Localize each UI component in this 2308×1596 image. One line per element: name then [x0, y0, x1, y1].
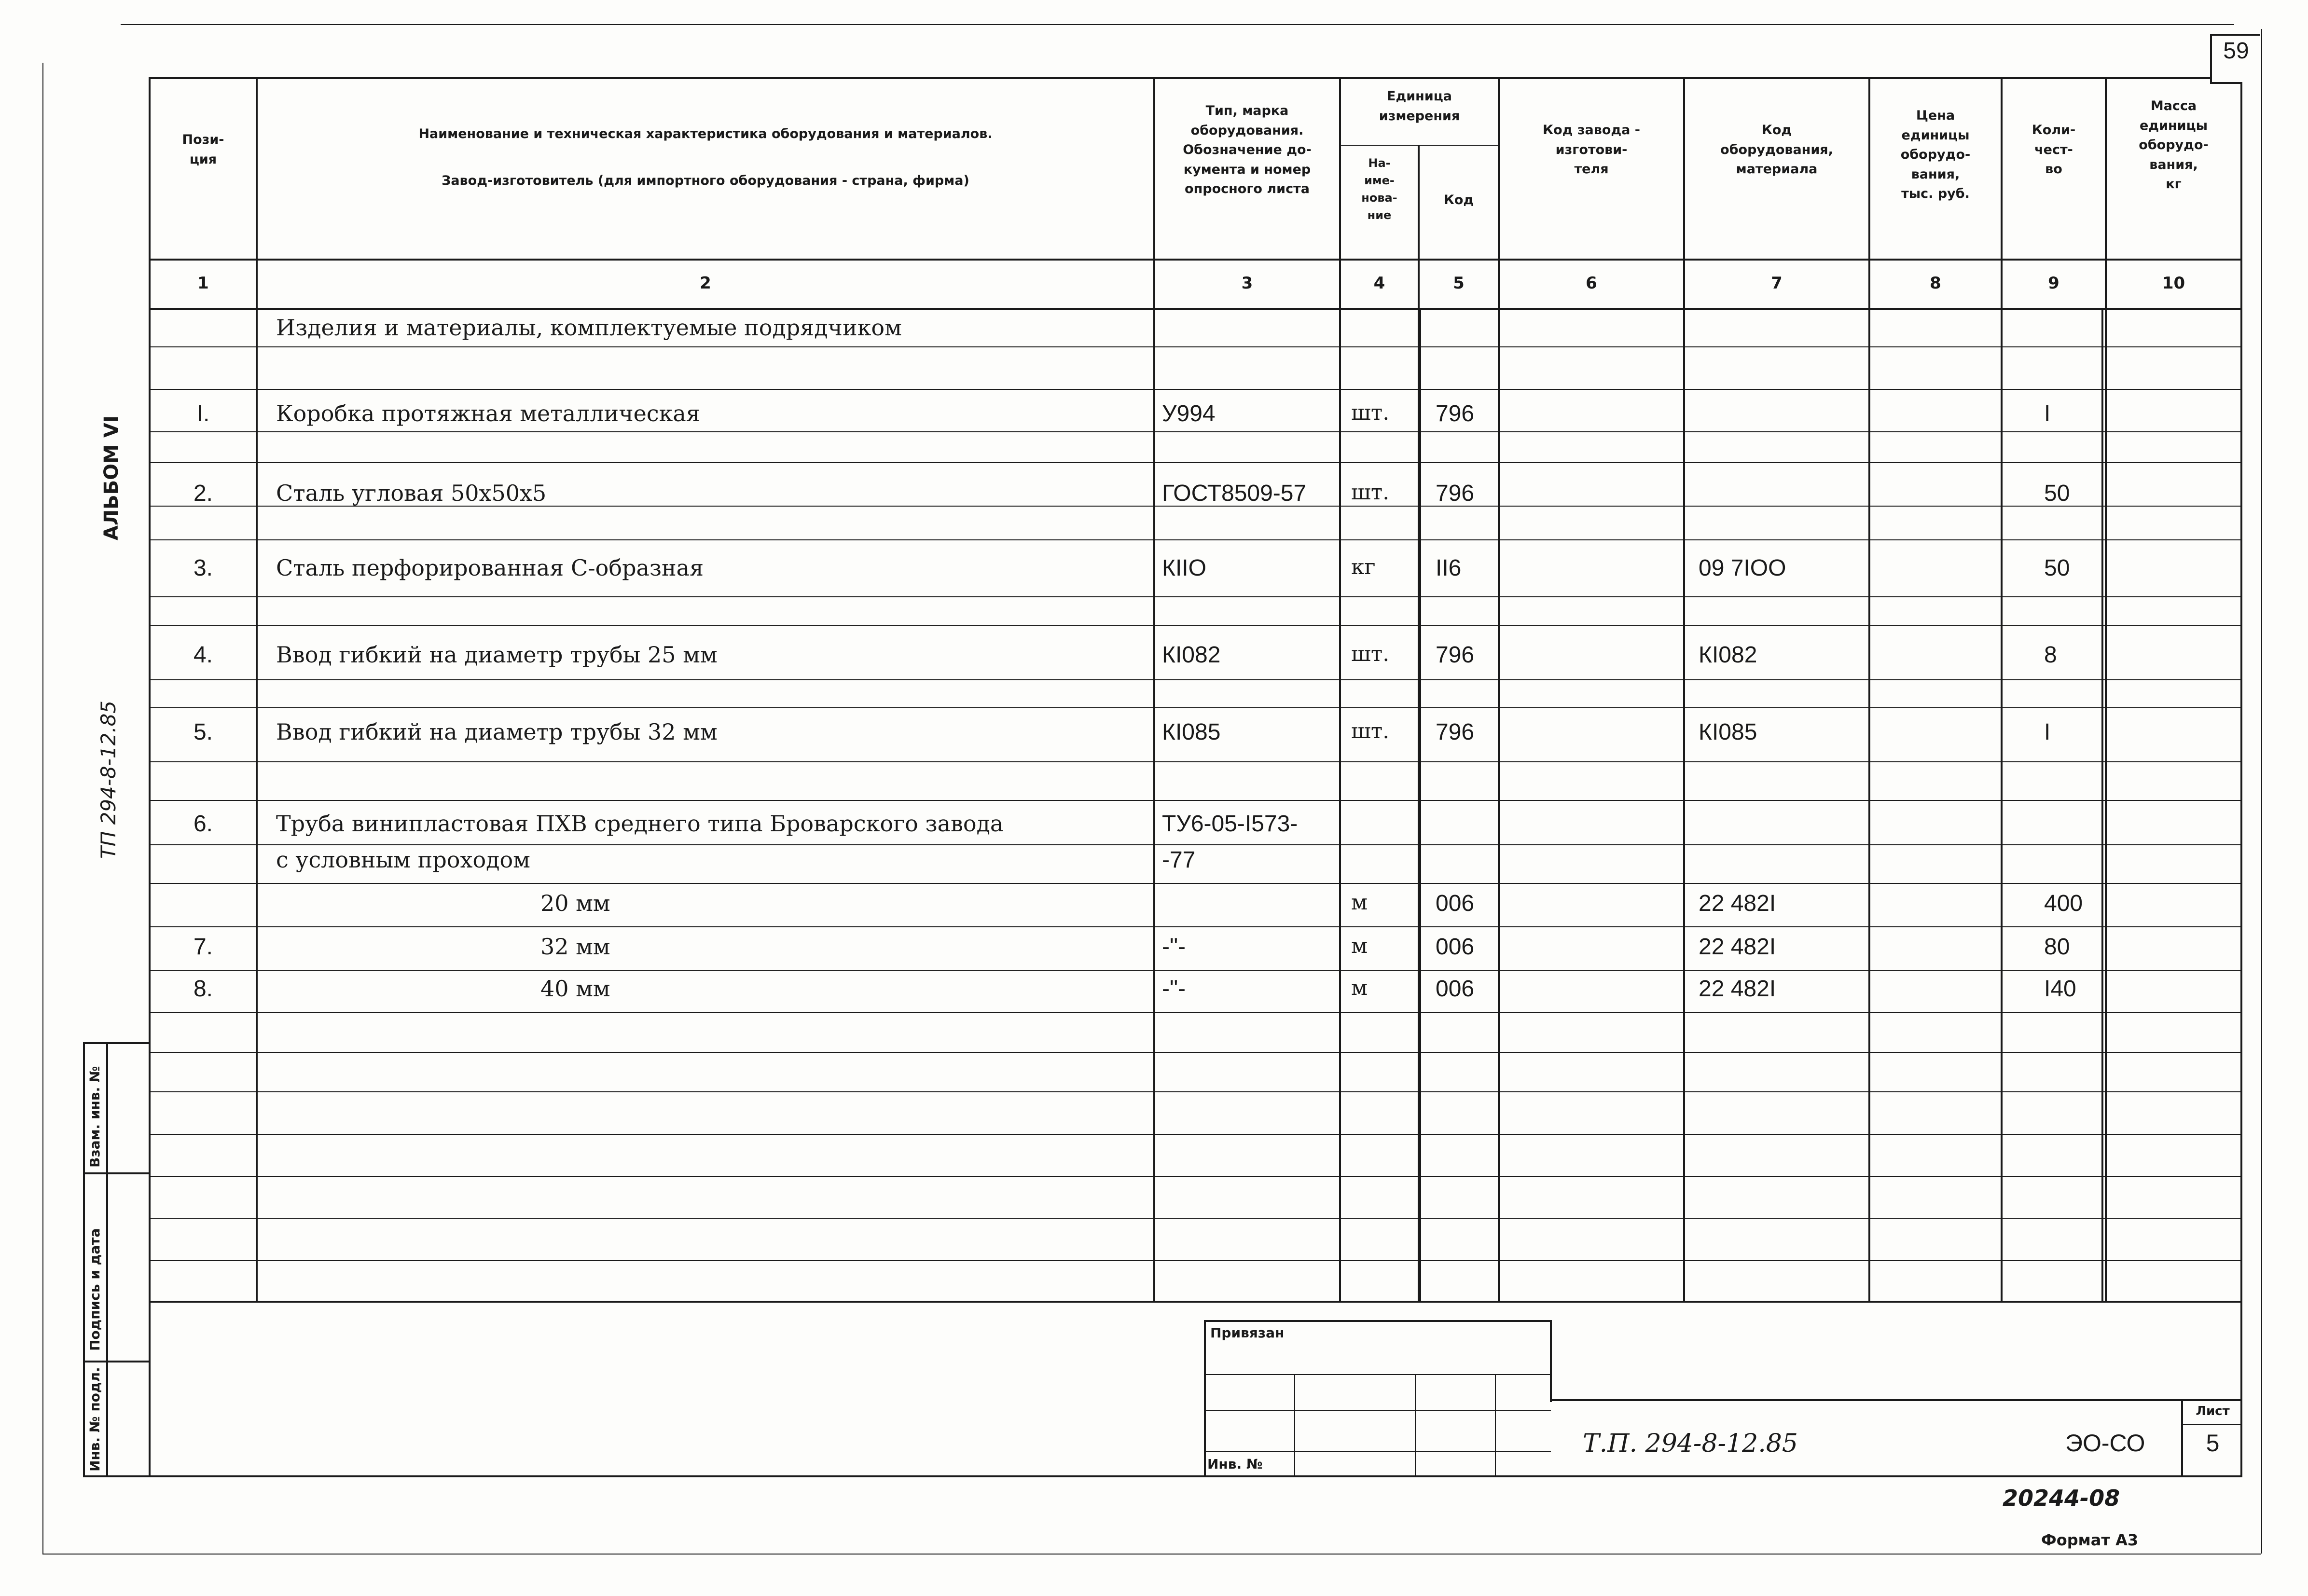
row-material-code: КI082	[1699, 642, 1757, 668]
row-unit: шт.	[1351, 480, 1390, 505]
colnum-5: 5	[1453, 274, 1465, 293]
header-unit: Единица измерения	[1379, 89, 1460, 124]
row-quantity: I40	[2044, 976, 2076, 1002]
row-line	[149, 539, 2242, 540]
sheet-value: 5	[2206, 1430, 2220, 1457]
row-name: 32 мм	[540, 934, 610, 960]
row-name: Труба винипластовая ПХВ среднего типа Броварского завода	[276, 811, 1004, 837]
row-quantity: 80	[2044, 934, 2070, 960]
header-type: Тип, марка оборудования. Обозначение до- кумента и номер опросного листа	[1183, 103, 1312, 196]
stamp-replace-inv: Взам. инв. №	[87, 1066, 103, 1168]
row-position: 8.	[193, 976, 213, 1002]
stamp-signature-date: Подпись и дата	[87, 1228, 103, 1351]
row-line	[149, 1052, 2242, 1053]
header-maker-code: Код завода - изготови- теля	[1543, 123, 1640, 177]
row-quantity: 400	[2044, 891, 2083, 916]
row-line	[149, 800, 2242, 801]
bottom-trim-line	[42, 1554, 2261, 1555]
row-type: КIIО	[1162, 555, 1206, 581]
colnum-10: 10	[2162, 274, 2185, 293]
row-unit: кг	[1351, 555, 1376, 579]
row-position: 3.	[193, 555, 213, 581]
col-sep-6	[1683, 77, 1685, 1302]
project-code: Т.П. 294-8-12.85	[1583, 1429, 1798, 1458]
stamp-original-inv: Инв. № подл.	[87, 1367, 103, 1472]
row-type: ТУ6-05-I573-	[1162, 811, 1298, 837]
colnum-9: 9	[2048, 274, 2059, 293]
row-position: 5.	[193, 719, 213, 745]
row-unit: шт.	[1351, 400, 1390, 425]
main-frame-right	[2240, 82, 2242, 1476]
row-name: 20 мм	[540, 890, 610, 916]
row-quantity: 50	[2044, 555, 2070, 581]
row-type: -"-	[1162, 934, 1186, 960]
row-line	[149, 625, 2242, 626]
row-unit: м	[1351, 976, 1368, 1000]
row-name: Ввод гибкий на диаметр трубы 32 мм	[276, 719, 718, 745]
header-name-line2: Завод-изготовитель (для импортного оборудования - страна, фирма)	[442, 173, 969, 188]
stamp-left-edge	[83, 1042, 85, 1476]
row-position: 4.	[193, 642, 213, 668]
format-label: Формат А3	[2041, 1531, 2139, 1549]
row-line	[149, 462, 2242, 463]
main-frame-bottom	[149, 1475, 2242, 1477]
archive-number: 20244-08	[2003, 1485, 2120, 1511]
colnum-2: 2	[700, 274, 711, 293]
header-material-code: Код оборудования, материала	[1720, 123, 1833, 177]
top-trim-line	[121, 24, 2234, 25]
header-name-line1: Наименование и техническая характеристика оборудования и материалов.	[418, 126, 993, 141]
row-unit: м	[1351, 934, 1368, 958]
row-type: У994	[1162, 401, 1216, 427]
col-sep-3	[1339, 77, 1341, 1302]
header-unit-name: На- име- нова- ние	[1361, 156, 1397, 222]
row-quantity: 8	[2044, 642, 2057, 668]
row-unit-code: 006	[1436, 934, 1475, 960]
row-unit-code: 796	[1436, 401, 1475, 427]
row-line	[149, 389, 2242, 390]
col-sep-7	[1868, 77, 1870, 1302]
colnum-bottom-line	[149, 308, 2242, 310]
row-line	[149, 761, 2242, 762]
row-quantity: I	[2044, 401, 2051, 427]
row-material-code: 22 482I	[1699, 934, 1776, 960]
row-name: Ввод гибкий на диаметр трубы 25 мм	[276, 642, 718, 668]
inv-label: Инв. №	[1207, 1456, 1263, 1472]
row-line	[149, 1260, 2242, 1261]
row-unit: шт.	[1351, 719, 1390, 743]
colnum-3: 3	[1241, 274, 1253, 293]
row-line	[149, 883, 2242, 884]
row-line	[149, 1012, 2242, 1013]
sheet-number: 59	[2223, 38, 2249, 64]
doc-code: ЭО-СО	[2065, 1430, 2145, 1457]
right-trim-line	[2261, 29, 2262, 1554]
sheet-label: Лист	[2196, 1404, 2230, 1418]
col-sep-5	[1498, 77, 1500, 1302]
row-unit-code: 796	[1436, 719, 1475, 745]
row-name: Коробка протяжная металлическая	[276, 400, 700, 427]
row-line	[149, 926, 2242, 927]
row-line	[149, 1176, 2242, 1177]
header-bottom-line	[149, 259, 2242, 261]
album-label: АЛЬБОМ VI	[100, 415, 123, 540]
header-position: Пози- ция	[182, 132, 224, 167]
row-material-code: 09 7IОО	[1699, 555, 1786, 581]
row-quantity: 50	[2044, 481, 2070, 506]
table-bottom-line	[149, 1301, 2242, 1303]
colnum-6: 6	[1586, 274, 1597, 293]
colnum-8: 8	[1930, 274, 1941, 293]
row-name: с условным проходом	[276, 847, 530, 873]
row-type: -"-	[1162, 976, 1186, 1002]
header-unit-code: Код	[1443, 193, 1474, 207]
col-sep-2	[1153, 77, 1155, 1302]
row-type: ГОСТ8509-57	[1162, 481, 1307, 506]
row-line	[149, 1218, 2242, 1219]
row-line	[149, 970, 2242, 971]
row-quantity: I	[2044, 719, 2051, 745]
row-unit-code: II6	[1436, 555, 1462, 581]
row-line	[149, 679, 2242, 680]
left-trim-line	[42, 63, 43, 1554]
row-unit: м	[1351, 890, 1368, 915]
row-unit-code: 796	[1436, 481, 1475, 506]
colnum-1: 1	[197, 274, 209, 293]
colnum-4: 4	[1373, 274, 1385, 293]
row-type: КI082	[1162, 642, 1221, 668]
row-position: I.	[196, 401, 210, 427]
row-line	[149, 431, 2242, 432]
row-line	[149, 346, 2242, 347]
col-sep-1	[256, 77, 258, 1302]
bound-label: Привязан	[1210, 1325, 1285, 1341]
row-line	[149, 707, 2242, 708]
row-line	[149, 1091, 2242, 1092]
row-position: 7.	[193, 934, 213, 960]
row-position: 6.	[193, 811, 213, 837]
row-name: Сталь перфорированная С-образная	[276, 555, 704, 581]
main-frame-top	[149, 77, 2210, 79]
project-side-label: ТП 294-8-12.85	[97, 700, 120, 859]
row-unit-code: 006	[1436, 976, 1475, 1002]
row-line	[149, 596, 2242, 597]
colnum-7: 7	[1771, 274, 1783, 293]
row-name: Сталь угловая 50х50х5	[276, 480, 547, 506]
col-sep-8	[2001, 77, 2003, 1302]
header-mass: Масса единицы оборудо- вания, кг	[2139, 98, 2209, 192]
row-name: 40 мм	[540, 976, 610, 1002]
row-unit: шт.	[1351, 642, 1390, 666]
col-sep-9	[2105, 77, 2107, 1302]
row-position: 2.	[193, 481, 213, 506]
row-type: -77	[1162, 847, 1196, 873]
row-material-code: 22 482I	[1699, 976, 1776, 1002]
row-line	[149, 844, 2242, 845]
row-unit-code: 006	[1436, 891, 1475, 916]
header-price: Цена единицы оборудо- вания, тыс. руб.	[1900, 108, 1971, 201]
row-unit-code: 796	[1436, 642, 1475, 668]
section-title: Изделия и материалы, комплектуемые подрядчиком	[276, 315, 902, 341]
row-material-code: 22 482I	[1699, 891, 1776, 916]
header-quantity: Коли- чест- во	[2032, 123, 2076, 177]
row-line	[149, 1134, 2242, 1135]
row-material-code: КI085	[1699, 719, 1757, 745]
row-type: КI085	[1162, 719, 1221, 745]
